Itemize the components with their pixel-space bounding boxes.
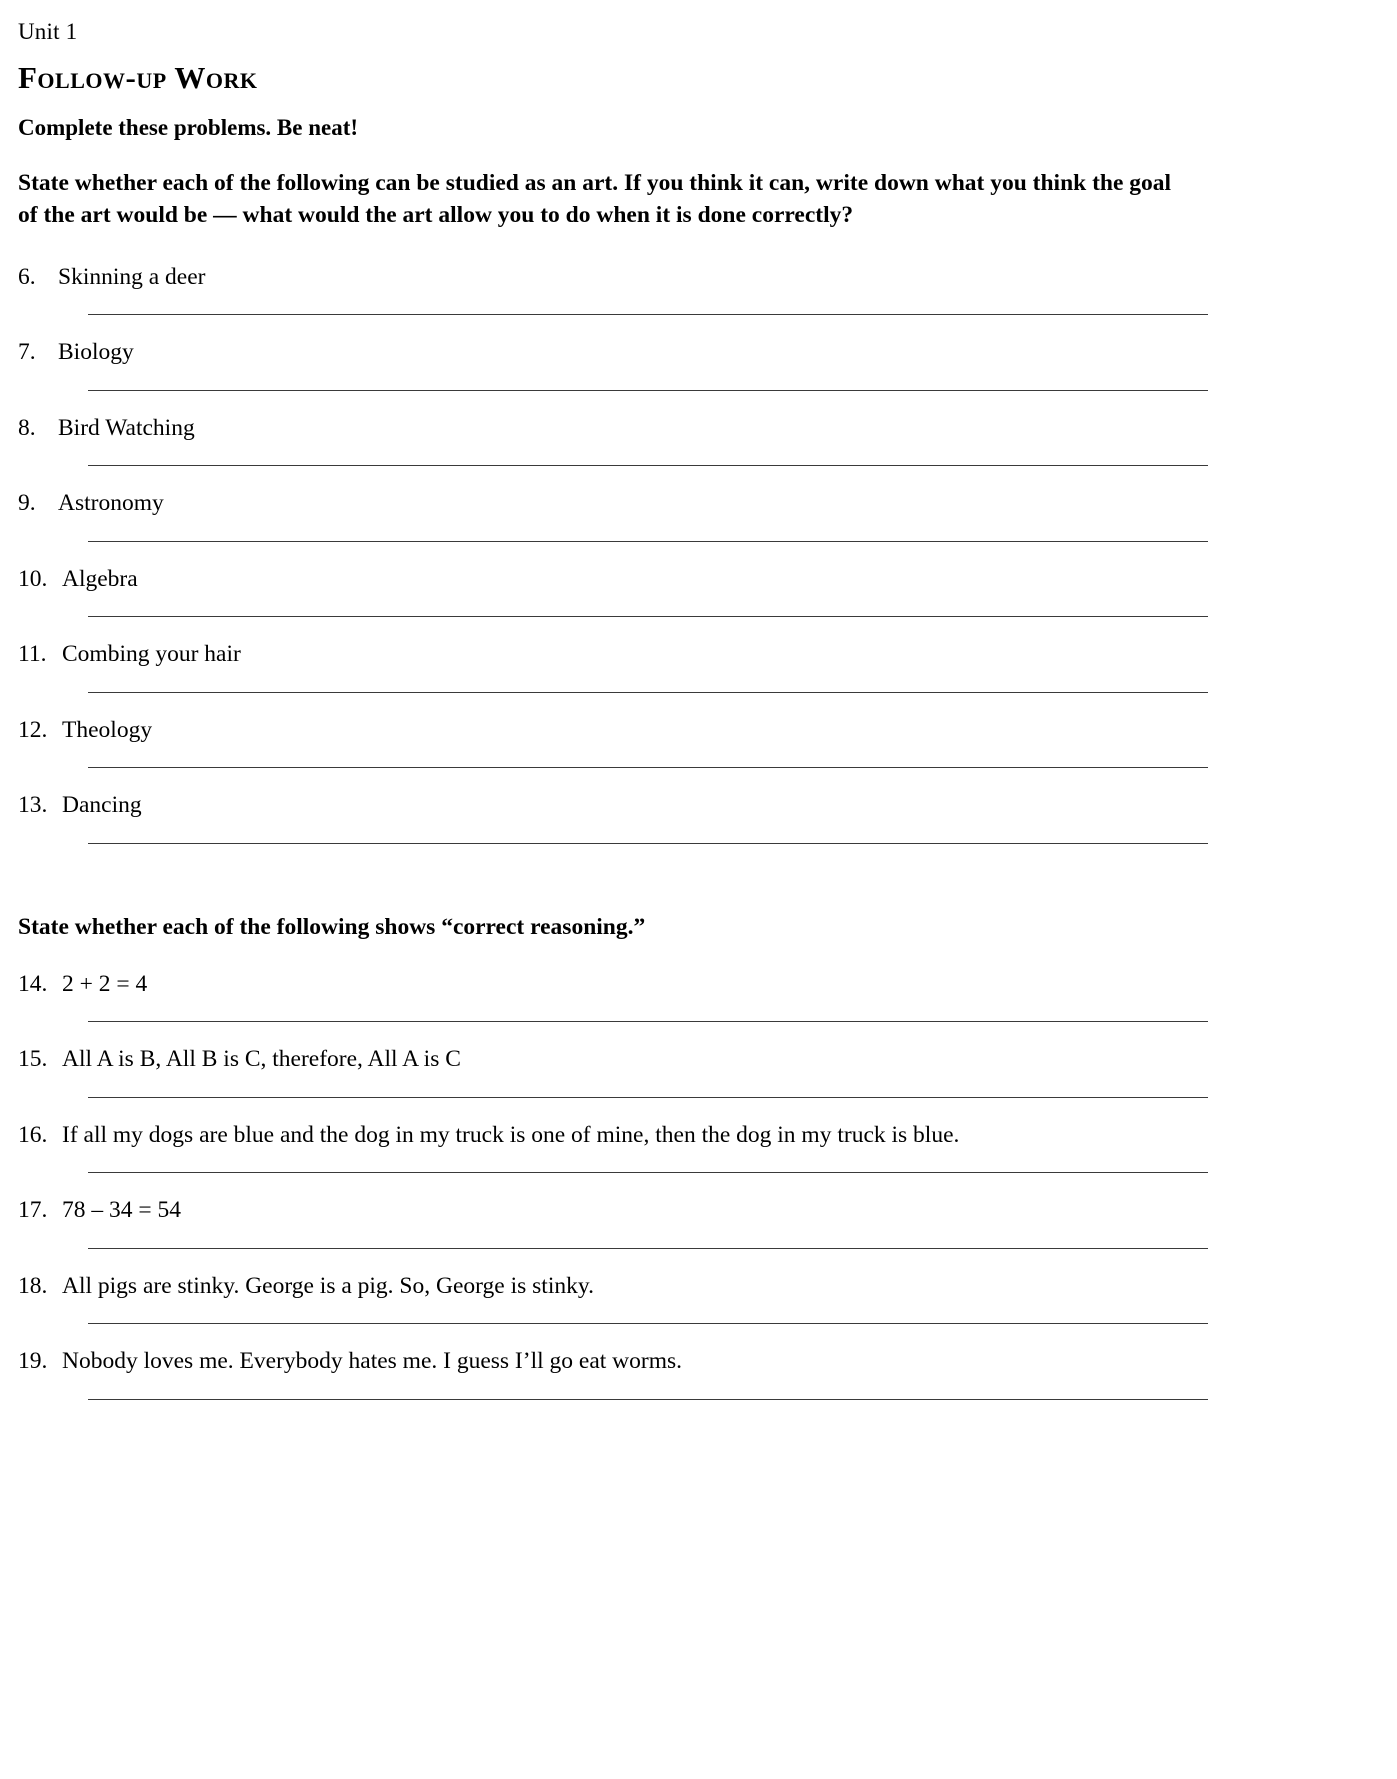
- row-gap: [18, 1400, 1192, 1422]
- question-row: [18, 1271, 1192, 1347]
- question-label: [18, 790, 1192, 821]
- question-label: [18, 1346, 1192, 1377]
- row-gap: [18, 1324, 1192, 1346]
- row-gap: [18, 1249, 1192, 1271]
- question-label: [18, 564, 1192, 595]
- question-row: [18, 564, 1192, 640]
- question-row: [18, 413, 1192, 489]
- questions-section-two: [18, 969, 1192, 1422]
- question-number: 19.: [18, 1348, 48, 1375]
- page-title: Follow-up Work: [18, 59, 258, 95]
- question-text: Biology: [58, 339, 134, 366]
- row-gap: [18, 844, 1192, 866]
- question-label: [18, 262, 1192, 293]
- question-row: [18, 1120, 1192, 1196]
- instruction-art-question: State whether each of the following can be studied as an art. If you think it can, write down what you think the goal of the art would be — what would the art allow you to do when it is done correctly?: [18, 169, 1172, 229]
- row-gap: [18, 315, 1192, 337]
- question-row: [18, 1346, 1192, 1422]
- question-row: [18, 790, 1192, 866]
- question-row: [18, 1044, 1192, 1120]
- question-text: If all my dogs are blue and the dog in my truck is one of mine, then the dog in my truck is blue.: [62, 1121, 960, 1148]
- question-label: [18, 1271, 1192, 1302]
- question-text: All pigs are stinky. George is a pig. So, George is stinky.: [62, 1272, 594, 1299]
- question-text: Combing your hair: [62, 641, 241, 668]
- section-spacer: [18, 866, 1192, 912]
- question-text: Dancing: [62, 792, 142, 819]
- question-number: 17.: [18, 1197, 48, 1224]
- question-row: [18, 1195, 1192, 1271]
- question-text: Astronomy: [58, 490, 164, 517]
- question-text: Skinning a deer: [58, 263, 206, 290]
- row-gap: [18, 1098, 1192, 1120]
- questions-section-one: [18, 262, 1192, 866]
- question-label: [18, 488, 1192, 519]
- question-row: [18, 488, 1192, 564]
- question-text: Bird Watching: [58, 414, 195, 441]
- question-label: [18, 715, 1192, 746]
- row-gap: [18, 542, 1192, 564]
- question-number: 10.: [18, 565, 48, 592]
- instruction-correct-reasoning: State whether each of the following shows “correct reasoning.”: [18, 913, 646, 940]
- question-number: 8.: [18, 414, 36, 441]
- row-gap: [18, 391, 1192, 413]
- question-number: 9.: [18, 490, 36, 517]
- question-number: 13.: [18, 792, 48, 819]
- question-number: 14.: [18, 970, 48, 997]
- row-gap: [18, 1173, 1192, 1195]
- question-number: 12.: [18, 716, 48, 743]
- question-text: Theology: [62, 716, 153, 743]
- unit-label: Unit 1: [18, 19, 78, 44]
- question-label: [18, 1195, 1192, 1226]
- question-label: [18, 1044, 1192, 1075]
- directions-neatness: Complete these problems. Be neat!: [18, 114, 359, 140]
- question-row: [18, 969, 1192, 1045]
- question-number: 15.: [18, 1046, 48, 1073]
- row-gap: [18, 617, 1192, 639]
- question-row: [18, 715, 1192, 791]
- question-text: Nobody loves me. Everybody hates me. I guess I’ll go eat worms.: [62, 1348, 683, 1375]
- question-number: 16.: [18, 1121, 48, 1148]
- question-label: [18, 413, 1192, 444]
- question-number: 7.: [18, 339, 36, 366]
- question-text: All A is B, All B is C, therefore, All A is C: [62, 1046, 461, 1073]
- question-number: 11.: [18, 641, 47, 668]
- question-row: [18, 337, 1192, 413]
- question-text: 78 – 34 = 54: [62, 1197, 182, 1224]
- question-row: [18, 639, 1192, 715]
- row-gap: [18, 466, 1192, 488]
- row-gap: [18, 768, 1192, 790]
- question-label: [18, 639, 1192, 670]
- question-label: [18, 969, 1192, 1000]
- row-gap: [18, 693, 1192, 715]
- question-number: 18.: [18, 1272, 48, 1299]
- question-label: [18, 1120, 1192, 1151]
- question-row: [18, 262, 1192, 338]
- question-number: 6.: [18, 263, 36, 290]
- row-gap: [18, 1022, 1192, 1044]
- question-text: Algebra: [62, 565, 138, 592]
- question-text: 2 + 2 = 4: [62, 970, 148, 997]
- question-label: [18, 337, 1192, 368]
